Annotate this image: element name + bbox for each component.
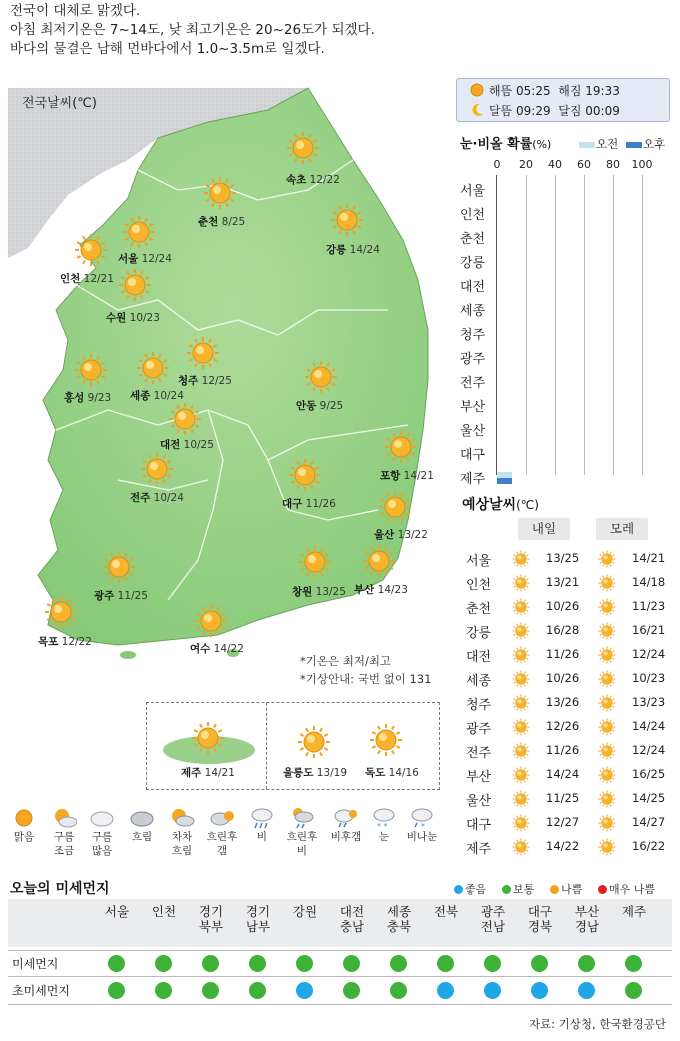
- dust-legend-bad: 나쁨: [550, 881, 582, 897]
- forecast-day2-temp: 12/24: [632, 743, 666, 757]
- dust-title: 오늘의 미세먼지: [10, 881, 110, 897]
- legend-item: 비후갬: [326, 806, 366, 845]
- sun-icon: [118, 268, 152, 302]
- rain-icon: [249, 806, 275, 830]
- forecast-day1-temp: 13/21: [546, 575, 580, 589]
- forecast-city: 제주: [466, 842, 492, 857]
- sun-icon: [168, 402, 202, 436]
- source-credit: 자료: 기상청, 한국환경공단: [528, 1017, 666, 1031]
- forecast-row: [462, 572, 676, 596]
- forecast-row: [462, 620, 676, 644]
- city-label: 울산 13/22: [374, 529, 428, 541]
- city-label: 독도 14/16: [365, 767, 419, 779]
- sun-icon: [369, 723, 403, 757]
- sun-icon: [186, 336, 220, 370]
- clouding-over-icon: [169, 806, 195, 830]
- legend-am: 오전: [579, 136, 618, 152]
- dust-level-dot: [437, 955, 454, 972]
- sun-icon: [288, 458, 322, 492]
- forecast-row: [462, 644, 676, 668]
- forecast-city: 전주: [466, 746, 492, 761]
- dust-level-dot: [484, 955, 501, 972]
- city-label: 수원 10/23: [106, 312, 160, 324]
- partly-cloudy-icon: [51, 806, 77, 830]
- forecast-day2-temp: 13/23: [632, 695, 666, 709]
- moon-times: 달뜸 09:29 달짐 00:09: [489, 104, 620, 118]
- dust-level-dot: [343, 982, 360, 999]
- sun-icon: [194, 604, 228, 638]
- forecast-city: 춘천: [466, 602, 492, 617]
- precip-title: 눈·비올 확률(%): [460, 137, 552, 152]
- sun-icon: [378, 490, 412, 524]
- precip-region: 부산: [460, 400, 486, 415]
- precip-region: 울산: [460, 424, 486, 439]
- city-label: 안동 9/25: [296, 400, 344, 412]
- dust-region: 전북: [433, 904, 459, 919]
- bad-dot: [550, 885, 559, 894]
- good-dot: [454, 885, 463, 894]
- sun-icon: [512, 838, 530, 856]
- dust-region: 부산 경남: [574, 904, 600, 934]
- dust-legend-good: 좋음: [454, 881, 486, 897]
- dust-level-dot: [296, 982, 313, 999]
- city-label: 서울 12/24: [118, 253, 172, 265]
- forecast-day2-temp: 16/21: [632, 623, 666, 637]
- city-label: 청주 12/25: [178, 375, 232, 387]
- sun-icon: [512, 694, 530, 712]
- axis-tick: 40: [548, 158, 562, 171]
- city-label: 대전 10/25: [160, 439, 214, 451]
- city-label: 강릉 14/24: [326, 244, 380, 256]
- forecast-row: [462, 668, 676, 692]
- axis-baseline: [496, 175, 497, 475]
- dust-level-dot: [202, 982, 219, 999]
- city-label: 전주 10/24: [130, 492, 184, 504]
- forecast-title: 예상날씨(℃): [462, 497, 539, 513]
- sun-icon: [330, 203, 364, 237]
- sun-icon: [297, 725, 331, 759]
- sun-icon: [512, 574, 530, 592]
- sun-icon: [136, 351, 170, 385]
- legend-item: 비: [242, 806, 282, 845]
- dust-level-dot: [108, 982, 125, 999]
- cloudy-icon: [129, 806, 155, 830]
- precip-region: 대구: [460, 448, 486, 463]
- forecast-day1-temp: 10/26: [546, 671, 580, 685]
- dust-legend-very-bad: 매우 나쁨: [598, 881, 655, 897]
- dust-level-dot: [296, 955, 313, 972]
- dust-legend-normal: 보통: [502, 881, 534, 897]
- city-label: 대구 11/26: [282, 498, 336, 510]
- city-label: 인천 12/21: [60, 273, 114, 285]
- dust-region: 경기 북부: [198, 904, 224, 934]
- dust-row-label: 미세먼지: [12, 957, 59, 971]
- forecast-day1-temp: 11/26: [546, 743, 580, 757]
- sun-icon: [598, 550, 616, 568]
- svg-text:*: *: [421, 822, 425, 830]
- precip-region: 강릉: [460, 256, 486, 271]
- forecast-city: 부산: [466, 770, 492, 785]
- dust-level-dot: [484, 982, 501, 999]
- mostly-cloudy-icon: [89, 806, 115, 830]
- dust-region: 인천: [151, 904, 177, 919]
- svg-text:* *: * *: [377, 822, 388, 830]
- sun-moon-box: [456, 78, 670, 122]
- sun-icon: [11, 806, 37, 830]
- dust-level-dot: [437, 982, 454, 999]
- sun-icon: [598, 574, 616, 592]
- dust-region: 광주 전남: [480, 904, 506, 934]
- snow-icon: [371, 806, 397, 830]
- sun-icon: [203, 176, 237, 210]
- cloudy-then-rain-icon: [289, 806, 315, 830]
- dust-region: 서울: [104, 904, 130, 919]
- dust-divider: [8, 1004, 672, 1005]
- forecast-city: 광주: [466, 722, 492, 737]
- dust-level-dot: [625, 955, 642, 972]
- forecast-day2-temp: 10/23: [632, 671, 666, 685]
- precip-region: 인천: [460, 208, 486, 223]
- gridline: [584, 175, 585, 475]
- forecast-day2-temp: 14/24: [632, 719, 666, 733]
- legend-item: 흐린후 갬: [202, 806, 242, 858]
- sun-icon: [384, 430, 418, 464]
- gridline: [555, 175, 556, 475]
- legend-item: * * 눈: [364, 806, 404, 845]
- forecast-row: [462, 596, 676, 620]
- forecast-city: 세종: [466, 674, 492, 689]
- dust-level-dot: [531, 982, 548, 999]
- dust-level-dot: [249, 955, 266, 972]
- forecast-day1-temp: 13/25: [546, 551, 580, 565]
- sun-small-icon: [469, 82, 485, 98]
- forecast-row: [462, 836, 676, 860]
- dust-level-dot: [578, 955, 595, 972]
- forecast-day1-temp: 10/26: [546, 599, 580, 613]
- islands-inset: [146, 702, 440, 790]
- rain-then-clear-icon: [333, 806, 359, 830]
- legend-item: 흐린후 비: [282, 806, 322, 858]
- city-label: 창원 13/25: [292, 586, 346, 598]
- sun-icon: [598, 694, 616, 712]
- forecast-day1-temp: 13/26: [546, 695, 580, 709]
- city-label: 세종 10/24: [130, 390, 184, 402]
- sun-icon: [598, 814, 616, 832]
- legend-item: 구름 많음: [82, 806, 122, 858]
- forecast-city: 대구: [466, 818, 492, 833]
- dust-level-dot: [531, 955, 548, 972]
- dust-row-label: 초미세먼지: [12, 984, 70, 998]
- note-line: *기온은 최저/최고: [300, 654, 392, 668]
- forecast-city: 강릉: [466, 626, 492, 641]
- forecast-day1-temp: 12/27: [546, 815, 580, 829]
- precip-region: 청주: [460, 328, 486, 343]
- sun-icon: [598, 622, 616, 640]
- forecast-row: [462, 740, 676, 764]
- dust-level-dot: [155, 955, 172, 972]
- forecast-day1-temp: 12/26: [546, 719, 580, 733]
- forecast-city: 울산: [466, 794, 492, 809]
- sun-icon: [512, 790, 530, 808]
- sun-icon: [304, 360, 338, 394]
- precip-region: 광주: [460, 352, 486, 367]
- forecast-day2-temp: 16/25: [632, 767, 666, 781]
- sun-times: 해뜸 05:25 해짐 19:33: [489, 84, 620, 98]
- legend-pm-swatch: [626, 142, 642, 148]
- dust-level-dot: [578, 982, 595, 999]
- precip-region: 서울: [460, 184, 486, 199]
- headline-line: 전국이 대체로 맑겠다.: [10, 3, 141, 19]
- precip-region: 세종: [460, 304, 486, 319]
- forecast-row: [462, 788, 676, 812]
- headline: [10, 2, 375, 59]
- normal-dot: [502, 885, 511, 894]
- sun-icon: [74, 353, 108, 387]
- forecast-row: [462, 812, 676, 836]
- sun-icon: [512, 766, 530, 784]
- precip-pm-bar: [497, 478, 512, 484]
- precip-region: 전주: [460, 376, 486, 391]
- sun-icon: [598, 790, 616, 808]
- forecast-day1-temp: 11/25: [546, 791, 580, 805]
- forecast-row: [462, 692, 676, 716]
- sun-icon: [512, 670, 530, 688]
- forecast-day2-temp: 14/27: [632, 815, 666, 829]
- forecast-day2-header: 모레: [596, 518, 648, 540]
- forecast-row: [462, 716, 676, 740]
- forecast-day2-temp: 11/23: [632, 599, 666, 613]
- sun-icon: [362, 544, 396, 578]
- sun-icon: [512, 718, 530, 736]
- forecast-day1-temp: 14/22: [546, 839, 580, 853]
- sun-icon: [140, 452, 174, 486]
- sun-icon: [598, 766, 616, 784]
- forecast-day1-temp: 14/24: [546, 767, 580, 781]
- dust-level-dot: [390, 982, 407, 999]
- forecast-day1-temp: 16/28: [546, 623, 580, 637]
- city-label: 광주 11/25: [94, 590, 148, 602]
- inset-divider: [266, 703, 267, 789]
- sun-icon: [598, 598, 616, 616]
- sun-icon: [598, 718, 616, 736]
- dust-level-dot: [249, 982, 266, 999]
- city-label: 포항 14/21: [380, 470, 434, 482]
- sun-icon: [102, 550, 136, 584]
- dust-region: 세종 충북: [386, 904, 412, 934]
- dust-region: 대전 충남: [339, 904, 365, 934]
- precip-region: 제주: [460, 472, 486, 487]
- forecast-city: 청주: [466, 698, 492, 713]
- forecast-day2-temp: 14/18: [632, 575, 666, 589]
- dust-level-dot: [108, 955, 125, 972]
- dust-region: 경기 남부: [245, 904, 271, 934]
- legend-item: 차차 흐림: [162, 806, 202, 858]
- legend-item: * 비나눈: [402, 806, 442, 845]
- sun-icon: [286, 131, 320, 165]
- sun-icon: [512, 598, 530, 616]
- sun-icon: [598, 742, 616, 760]
- note-line: *기상안내: 국번 없이 131: [300, 672, 432, 686]
- forecast-row: [462, 548, 676, 572]
- sun-icon: [598, 670, 616, 688]
- dust-region: 강원: [292, 904, 318, 919]
- dust-level-dot: [343, 955, 360, 972]
- forecast-day1-temp: 11/26: [546, 647, 580, 661]
- sun-icon: [298, 545, 332, 579]
- sun-icon: [598, 646, 616, 664]
- axis-tick: 60: [577, 158, 591, 171]
- forecast-day2-temp: 16/22: [632, 839, 666, 853]
- very-bad-dot: [598, 885, 607, 894]
- axis-tick: 0: [493, 158, 501, 171]
- sun-icon: [122, 215, 156, 249]
- sun-icon: [598, 838, 616, 856]
- legend-pm: 오후: [626, 136, 665, 152]
- dust-region: 대구 경북: [527, 904, 553, 934]
- dust-level-dot: [202, 955, 219, 972]
- sun-icon: [512, 550, 530, 568]
- dust-level-dot: [155, 982, 172, 999]
- forecast-day1-header: 내일: [518, 518, 570, 540]
- sun-icon: [512, 646, 530, 664]
- sun-icon: [512, 814, 530, 832]
- gridline: [613, 175, 614, 475]
- city-label: 홍성 9/23: [64, 392, 112, 404]
- city-label: 춘천 8/25: [198, 216, 246, 228]
- forecast-city: 대전: [466, 650, 492, 665]
- precip-region: 춘천: [460, 232, 486, 247]
- city-label: 속초 12/22: [286, 174, 340, 186]
- city-label: 제주 14/21: [181, 767, 235, 779]
- rain-or-snow-icon: [409, 806, 435, 830]
- headline-line: 아침 최저기온은 7~14도, 낮 최고기온은 20~26도가 되겠다.: [10, 22, 375, 38]
- legend-item: 구름 조금: [44, 806, 84, 858]
- sun-icon: [44, 595, 78, 629]
- forecast-day2-temp: 12/24: [632, 647, 666, 661]
- legend-item: 맑음: [4, 806, 44, 845]
- sun-icon: [512, 742, 530, 760]
- forecast-day2-temp: 14/25: [632, 791, 666, 805]
- gridline: [526, 175, 527, 475]
- forecast-city: 서울: [466, 554, 492, 569]
- city-label: 여수 14/22: [190, 643, 244, 655]
- forecast-row: [462, 764, 676, 788]
- legend-item: 흐림: [122, 806, 162, 845]
- legend-am-swatch: [579, 142, 595, 148]
- sun-icon: [512, 622, 530, 640]
- city-label: 울릉도 13/19: [283, 767, 348, 779]
- gridline: [642, 175, 643, 475]
- dust-divider: [8, 950, 672, 951]
- dust-level-dot: [390, 955, 407, 972]
- forecast-city: 인천: [466, 578, 492, 593]
- forecast-day2-temp: 14/21: [632, 551, 666, 565]
- city-label: 부산 14/23: [354, 584, 408, 596]
- clearing-icon: [209, 806, 235, 830]
- axis-tick: 20: [519, 158, 533, 171]
- map-notes: [300, 652, 431, 688]
- precip-region: 대전: [460, 280, 486, 295]
- axis-tick: 80: [606, 158, 620, 171]
- dust-region: 제주: [621, 904, 647, 919]
- dust-level-dot: [625, 982, 642, 999]
- dust-divider: [8, 976, 672, 977]
- city-label: 목포 12/22: [38, 636, 92, 648]
- headline-line: 바다의 물결은 남해 먼바다에서 1.0~3.5m로 일겠다.: [10, 41, 325, 57]
- sun-icon: [191, 721, 225, 755]
- moon-icon: [469, 102, 485, 118]
- axis-tick: 100: [631, 158, 653, 171]
- map-title: 전국날씨(℃): [22, 96, 97, 111]
- sun-icon: [74, 233, 108, 267]
